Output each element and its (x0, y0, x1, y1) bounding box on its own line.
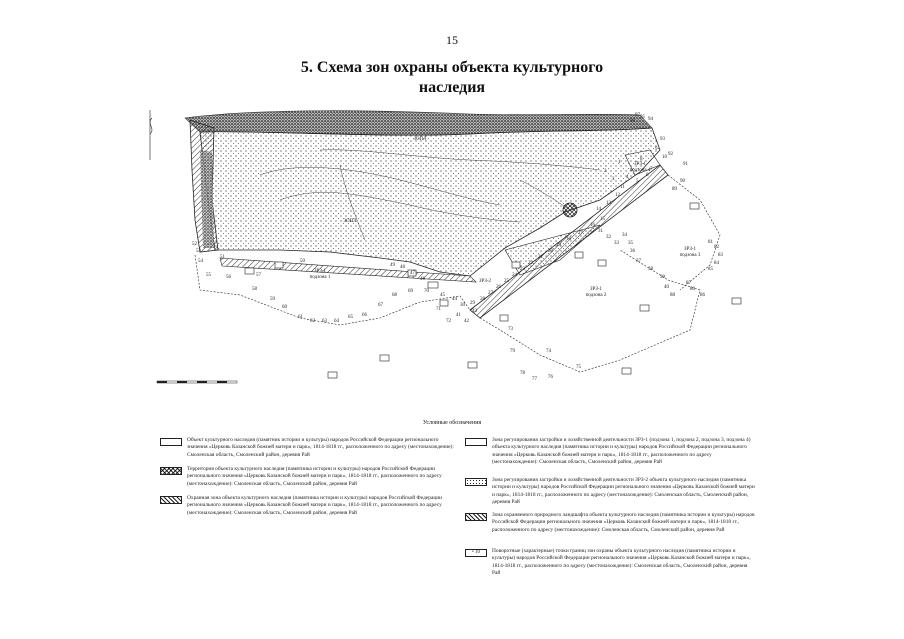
boundary-point-label: 77 (532, 377, 537, 382)
boundary-point-label: 65 (348, 315, 353, 320)
boundary-point-label: 88 (670, 293, 675, 298)
boundary-point-label: 28 (480, 297, 485, 302)
boundary-point-label: 20 (548, 249, 553, 254)
boundary-point-label: 23 (520, 267, 525, 272)
boundary-point-label: 70 (424, 289, 429, 294)
boundary-point-label: 55 (206, 273, 211, 278)
boundary-point-label: 29 (470, 301, 475, 306)
boundary-point-label: 57 (256, 273, 261, 278)
boundary-point-label: 92 (668, 152, 673, 157)
boundary-point-label: 30 (460, 303, 465, 308)
legend-swatch (160, 438, 182, 446)
boundary-point-label: 93 (660, 137, 665, 142)
boundary-point-label: 6 (646, 173, 649, 178)
legend-item (465, 512, 755, 542)
zrz1-sub3-line1: ЗРЗ-1 (683, 247, 697, 252)
boundary-point-label: 96 (630, 119, 635, 124)
boundary-point-label: 4 (626, 175, 629, 180)
boundary-point-label: 22 (528, 261, 533, 266)
boundary-point-label: 68 (392, 293, 397, 298)
boundary-point-label: 49 (390, 263, 395, 268)
title-line-2: наследия (418, 79, 486, 96)
boundary-point-label: 89 (672, 187, 677, 192)
legend-swatch (160, 467, 182, 475)
boundary-point-label: 33 (614, 241, 619, 246)
boundary-point-label: 64 (334, 319, 339, 324)
boundary-point-label: 36 (630, 249, 635, 254)
boundary-point-label: 15 (600, 217, 605, 222)
boundary-point-label: 8 (640, 157, 643, 162)
boundary-point-label: 39 (660, 275, 665, 280)
boundary-point-label: 48 (400, 265, 405, 270)
boundary-point-label: 86 (700, 293, 705, 298)
boundary-point-label: 72 (446, 319, 451, 324)
boundary-point-label: 81 (708, 240, 713, 245)
zone-label-zrz1-sub3 (680, 247, 701, 258)
boundary-point-label: 54 (198, 259, 203, 264)
boundary-point-label: 25 (504, 279, 509, 284)
legend-text: Охранная зона объекта культурного наследия (памятника истории и культуры) народов Российской Федерации регионального значения «Церковь Казанской божией матери и парк», 1814-1818 гг., расположенного по адресу (местонахождение): Смоленская область, Смоленский район, деревня Рай (187, 495, 442, 516)
zone-label-zopl-top: ЗОПЛ (413, 137, 427, 142)
boundary-point-label: 45 (440, 293, 445, 298)
boundary-point-label: 74 (546, 349, 551, 354)
boundary-point-label: 21 (538, 255, 543, 260)
zrz1-sub3-boundary (668, 175, 720, 290)
boundary-point-label: 7 (650, 167, 653, 172)
boundary-point-label: 61 (298, 315, 303, 320)
boundary-point-label: 14 (596, 207, 601, 212)
boundary-point-label: 53 (196, 249, 201, 254)
zrz1-sub2-line2: подзона 2 (585, 293, 607, 298)
boundary-point-label: 11 (620, 185, 625, 190)
boundary-point-label: 41 (456, 313, 461, 318)
legend-text: Зона охраняемого природного ландшафта объекта культурного наследия (памятника истории и культуры) народов Российской Федерации регионального значения «Церковь Казанской божией матери и парк», 1814-1818 гг., расположенного по адресу (местонахождение): Смоленская область, Смоленский район, деревня Рай (492, 512, 755, 533)
boundary-point-label: 76 (548, 375, 553, 380)
zrz1-sub1-line2: подзона 1 (309, 275, 331, 280)
legend-swatch (160, 496, 182, 504)
boundary-point-label: 95 (640, 115, 645, 120)
boundary-point-label: 19 (556, 243, 561, 248)
boundary-point-label: 18 (566, 237, 571, 242)
boundary-point-label: 2 (604, 169, 607, 174)
boundary-point-label: 50 (300, 259, 305, 264)
boundary-point-label: 44 (452, 297, 457, 302)
boundary-point-label: 73 (508, 327, 513, 332)
boundary-point-label: 35 (628, 241, 633, 246)
boundary-point-label: 60 (282, 305, 287, 310)
legend-item (465, 477, 755, 507)
zrz1-sub4-line2: подзона 4 (629, 168, 651, 173)
boundary-point-label: 71 (436, 307, 441, 312)
zone-label-zrz2: ЗРЗ-2 (478, 279, 492, 284)
boundary-point-label: 78 (520, 371, 525, 376)
page-number: 15 (446, 33, 458, 47)
boundary-point-label: 59 (270, 297, 275, 302)
legend-text: Зона регулирования застройки и хозяйственной деятельности ЗРЗ-2 объекта культурного наследия (памятника истории и культуры) народов Российской Федерации регионального значения «Церковь Казанской божией матери и парк», 1814-1818 гг., расположенного по адресу (местонахождение): Смоленская область, Смоленский район, деревня Рай (492, 477, 755, 506)
boundary-point-label: 40 (664, 285, 669, 290)
legend-text: Территория объекта культурного наследия (памятника истории и культуры) народов Российской Федерации регионального значения «Церковь Казанской божией матери и парк», 1814-1818 гг., расположенного по адресу (местонахождение): Смоленская область, Смоленский район, деревня Рай (187, 466, 442, 487)
title-line-1: 5. Схема зон охраны объекта культурного (300, 59, 604, 76)
boundary-point-label: 34 (622, 233, 627, 238)
zone-label-zopl: ЗОПЛ (343, 219, 357, 224)
boundary-point-label: 80 (690, 287, 695, 292)
boundary-point-label: 31 (598, 229, 603, 234)
scale-bar (157, 381, 237, 383)
boundary-point-label: 9 (655, 147, 658, 152)
boundary-point-label: 13 (606, 201, 611, 206)
boundary-point-label: 37 (636, 259, 641, 264)
boundary-point-label: 87 (686, 281, 691, 286)
boundary-point-label: 84 (714, 261, 719, 266)
boundary-point-label: 62 (310, 319, 315, 324)
zrz1-sub3-line2: подзона 3 (679, 253, 701, 258)
boundary-point-label: 16 (590, 223, 595, 228)
boundary-point-label: 27 (488, 291, 493, 296)
legend-item (160, 466, 455, 492)
legend-swatch (465, 478, 487, 486)
boundary-point-label: 38 (648, 267, 653, 272)
boundary-point-label: 32 (606, 235, 611, 240)
boundary-point-label: 51 (220, 255, 225, 260)
legend-swatch (465, 438, 487, 446)
boundary-point-label: 69 (408, 289, 413, 294)
boundary-point-label: 17 (578, 231, 583, 236)
boundary-point-label: 46 (420, 277, 425, 282)
boundary-point-label: 24 (512, 273, 517, 278)
boundary-point-label: 42 (464, 319, 469, 324)
zrz1-sub4-line1: ЗРЗ-1 (633, 162, 647, 167)
boundary-point-label: 67 (378, 303, 383, 308)
boundary-point-label: 3 (612, 177, 615, 182)
boundary-point-label: 10 (662, 155, 667, 160)
church-marker (563, 203, 577, 217)
legend-swatch (465, 513, 487, 521)
zrz1-sub2-line1: ЗРЗ-1 (589, 287, 603, 292)
boundary-point-label: 1 (618, 160, 621, 165)
boundary-point-label: 66 (362, 313, 367, 318)
boundary-point-label: 85 (708, 267, 713, 272)
zone-label-zrz1-sub2 (586, 287, 607, 298)
zrz1-sub1-line1: ЗРЗ-1 (313, 269, 327, 274)
legend-text: Объект культурного наследия (памятник истории и культуры) народов Российской Федерации регионального значения «Церковь Казанской божией матери и парк», 1814-1818 гг., расположенного по адресу (местонахождение): Смоленская область, Смоленский район, деревня Рай (187, 437, 454, 458)
boundary-point-label: 58 (252, 287, 257, 292)
legend-swatch-point: • 10 (465, 549, 487, 557)
boundary-point-label: 43 (472, 309, 477, 314)
boundary-point-label: 52 (192, 242, 197, 247)
park-zone (200, 128, 660, 276)
boundary-point-label: 75 (576, 365, 581, 370)
boundary-point-label: 82 (714, 245, 719, 250)
boundary-point-label: 79 (510, 349, 515, 354)
boundary-point-label: 5 (636, 179, 639, 184)
legend-item (160, 437, 455, 463)
boundary-point-label: 26 (496, 285, 501, 290)
legend-item (465, 437, 755, 471)
boundary-point-label: 97 (635, 113, 640, 118)
boundary-point-label: 56 (226, 275, 231, 280)
boundary-point-label: 63 (322, 319, 327, 324)
boundary-point-label: 94 (648, 117, 653, 122)
legend-text: Поворотные (характерные) точки границ зон охраны объекта культурного наследия (памятника истории и культуры) народов Российской Федерации регионального значения «Церковь Казанской божией матери и парк», 1814-1818 гг., расположенного по адресу (местонахождение): Смоленская область, Смоленский район, деревня Рай (492, 548, 751, 577)
legend-item (160, 495, 455, 521)
legend-text: Зона регулирования застройки и хозяйственной деятельности ЗРЗ-1 (подзона 1, подзона 2, подзона 3, подзона 4) объекта культурного наследия (памятника истории и культуры) народов Российской Федерации регионального значения «Церковь Казанской божией матери и парк», 1814-1818 гг., расположенного по адресу (местонахождение): Смоленская область, Смоленский район, деревня Рай (492, 437, 751, 466)
legend-title: Условные обозначения (422, 420, 482, 426)
boundary-point-label: 90 (680, 179, 685, 184)
boundary-point-label: 91 (683, 162, 688, 167)
boundary-point-label: 12 (615, 193, 620, 198)
boundary-point-label: 83 (718, 253, 723, 258)
legend-item (465, 548, 755, 582)
boundary-point-label: 47 (410, 271, 415, 276)
